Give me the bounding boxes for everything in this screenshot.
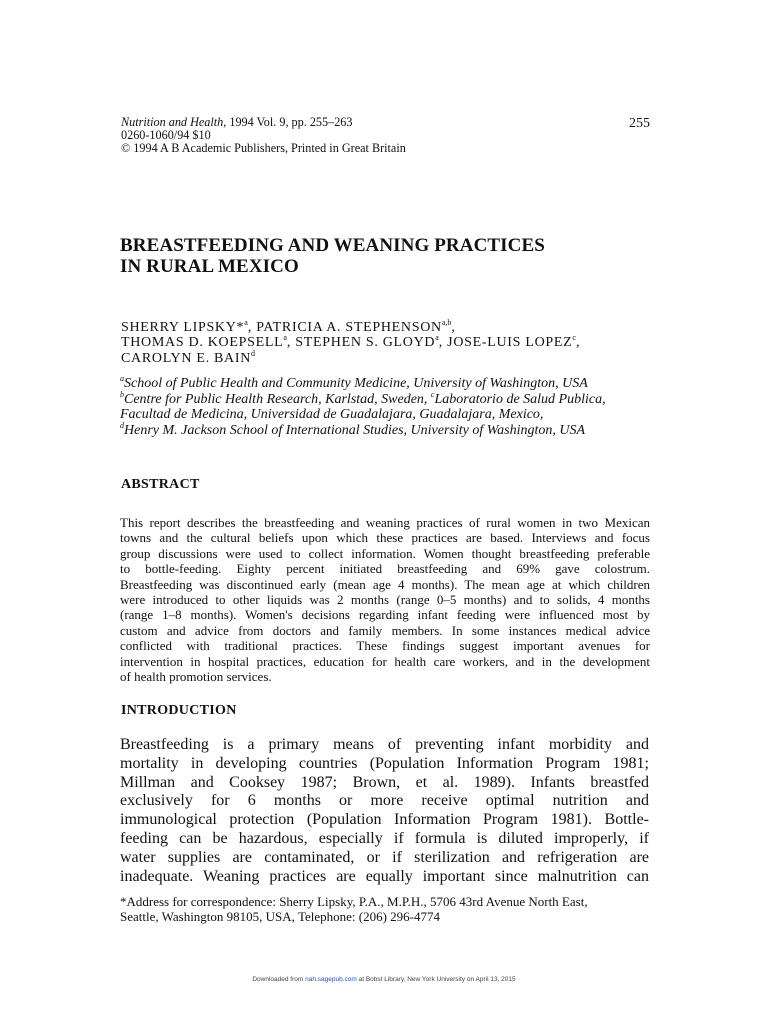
abstract-line: towns and the cultural beliefs upon which these practices are based. Interviews and focus	[120, 530, 650, 546]
affil-marker: a	[120, 374, 124, 383]
correspondence-footnote	[120, 894, 652, 925]
abstract-body	[120, 515, 650, 684]
affiliation-line	[120, 389, 660, 408]
body-line: Millman and Cooksey 1987; Brown, et al. 1989). Infants breastfed	[120, 773, 649, 791]
affil-marker: c	[572, 333, 576, 343]
abstract-line: of health promotion services.	[120, 669, 272, 685]
author-line-2	[121, 335, 661, 350]
download-notice	[0, 976, 768, 983]
body-line: water supplies are contaminated, or if sterilization and refrigeration are	[120, 848, 649, 866]
affil-marker: b	[120, 389, 124, 399]
journal-name: Nutrition and Health,	[121, 115, 227, 129]
footnote-line: *Address for correspondence: Sherry Lipsky, P.A., M.P.H., 5706 43rd Avenue North East,	[120, 894, 588, 909]
affil-marker: d	[120, 420, 124, 430]
abstract-line: intervention in hospital practices, education for health care workers, and in the development	[120, 653, 650, 669]
author-list	[121, 320, 661, 366]
download-prefix: Downloaded from	[252, 976, 306, 983]
journal-volume: 1994 Vol. 9, pp. 255–263	[226, 115, 353, 129]
abstract-line: conflicted with traditional practices. These findings suggest important avenues for	[120, 638, 650, 654]
abstract-line: group discussions were used to collect information. Women thought breastfeeding preferable	[120, 545, 650, 561]
author-separator: ,	[575, 335, 581, 351]
affiliation-line	[120, 420, 660, 439]
title-line-1: BREASTFEEDING AND WEANING PRACTICES	[120, 235, 545, 256]
affiliation-text: School of Public Health and Community Medicine, University of Washington, USA	[124, 376, 588, 391]
download-link[interactable]: nah.sagepub.com	[305, 976, 357, 983]
affiliation-text: Henry M. Jackson School of International Studies, University of Washington, USA	[124, 422, 586, 438]
affiliation-line: Facultad de Medicina, Universidad de Guadalajara, Guadalajara, Mexico,	[120, 407, 544, 423]
author-name: THOMAS D. KOEPSELL	[121, 335, 284, 351]
abstract-line: custom and advice from doctors and family members. In some instances medical advice	[120, 622, 650, 638]
body-line: Breastfeeding is a primary means of preventing infant morbidity and	[120, 736, 649, 753]
affil-marker: a	[283, 333, 287, 343]
affil-marker: a	[435, 333, 439, 343]
body-line: feeding can be hazardous, especially if formula is diluted improperly, if	[120, 829, 649, 847]
abstract-line: were introduced to other liquids was 2 months (range 0–5 months) and to solids, 4 months	[120, 592, 650, 608]
affil-marker: a,b	[441, 318, 452, 327]
page-number: 255	[629, 116, 650, 131]
author-name: , STEPHEN S. GLOYD	[286, 335, 436, 351]
body-line: exclusively for 6 months or more receive optimal nutrition and	[120, 792, 649, 810]
author-line-3	[121, 348, 661, 366]
copyright-line: © 1994 A B Academic Publishers, Printed in Great Britain	[121, 141, 406, 156]
affiliations	[120, 376, 660, 438]
author-separator: ,	[451, 320, 456, 335]
abstract-heading: ABSTRACT	[121, 477, 200, 492]
abstract-line: (range 1–8 months). Women's decisions regarding infant feeding were influenced most by	[120, 607, 650, 623]
author-name: , JOSE-LUIS LOPEZ	[438, 335, 573, 351]
affiliation-text: Centre for Public Health Research, Karlstad, Sweden,	[124, 391, 431, 407]
body-line: inadequate. Weaning practices are equally important since malnutrition can	[120, 867, 649, 885]
author-name: CAROLYN E. BAIN	[121, 350, 252, 366]
author-name: SHERRY LIPSKY*	[121, 320, 245, 335]
affil-marker: a	[244, 318, 248, 327]
journal-citation	[121, 116, 541, 156]
body-line: immunological protection (Population Information Program 1981). Bottle-	[120, 811, 649, 829]
body-line: mortality in developing countries (Population Information Program 1981;	[120, 754, 649, 772]
introduction-body	[120, 736, 649, 886]
title-line-2: IN RURAL MEXICO	[120, 256, 299, 277]
affil-marker: d	[251, 348, 256, 358]
affiliation-line	[120, 376, 660, 392]
article-title	[120, 235, 660, 277]
issn-line: 0260-1060/94 $10	[121, 128, 211, 143]
abstract-line: This report describes the breastfeeding and weaning practices of rural women in two Mexican	[120, 515, 650, 530]
abstract-line: to bottle-feeding. Eighty percent initiated breastfeeding and 69% gave colostrum.	[120, 561, 650, 577]
affiliation-text: Laboratorio de Salud Publica,	[434, 391, 606, 407]
author-line-1	[121, 320, 661, 335]
download-suffix: at Bobst Library, New York University on April 13, 2015	[356, 976, 516, 983]
author-name: , PATRICIA A. STEPHENSON	[247, 320, 442, 335]
abstract-line: Breastfeeding was discontinued early (mean age 4 months). The mean age at which children	[120, 576, 650, 592]
affil-marker: c	[430, 389, 435, 399]
introduction-heading: INTRODUCTION	[121, 703, 237, 718]
footnote-line: Seattle, Washington 98105, USA, Telephone: (206) 296-4774	[120, 909, 440, 925]
